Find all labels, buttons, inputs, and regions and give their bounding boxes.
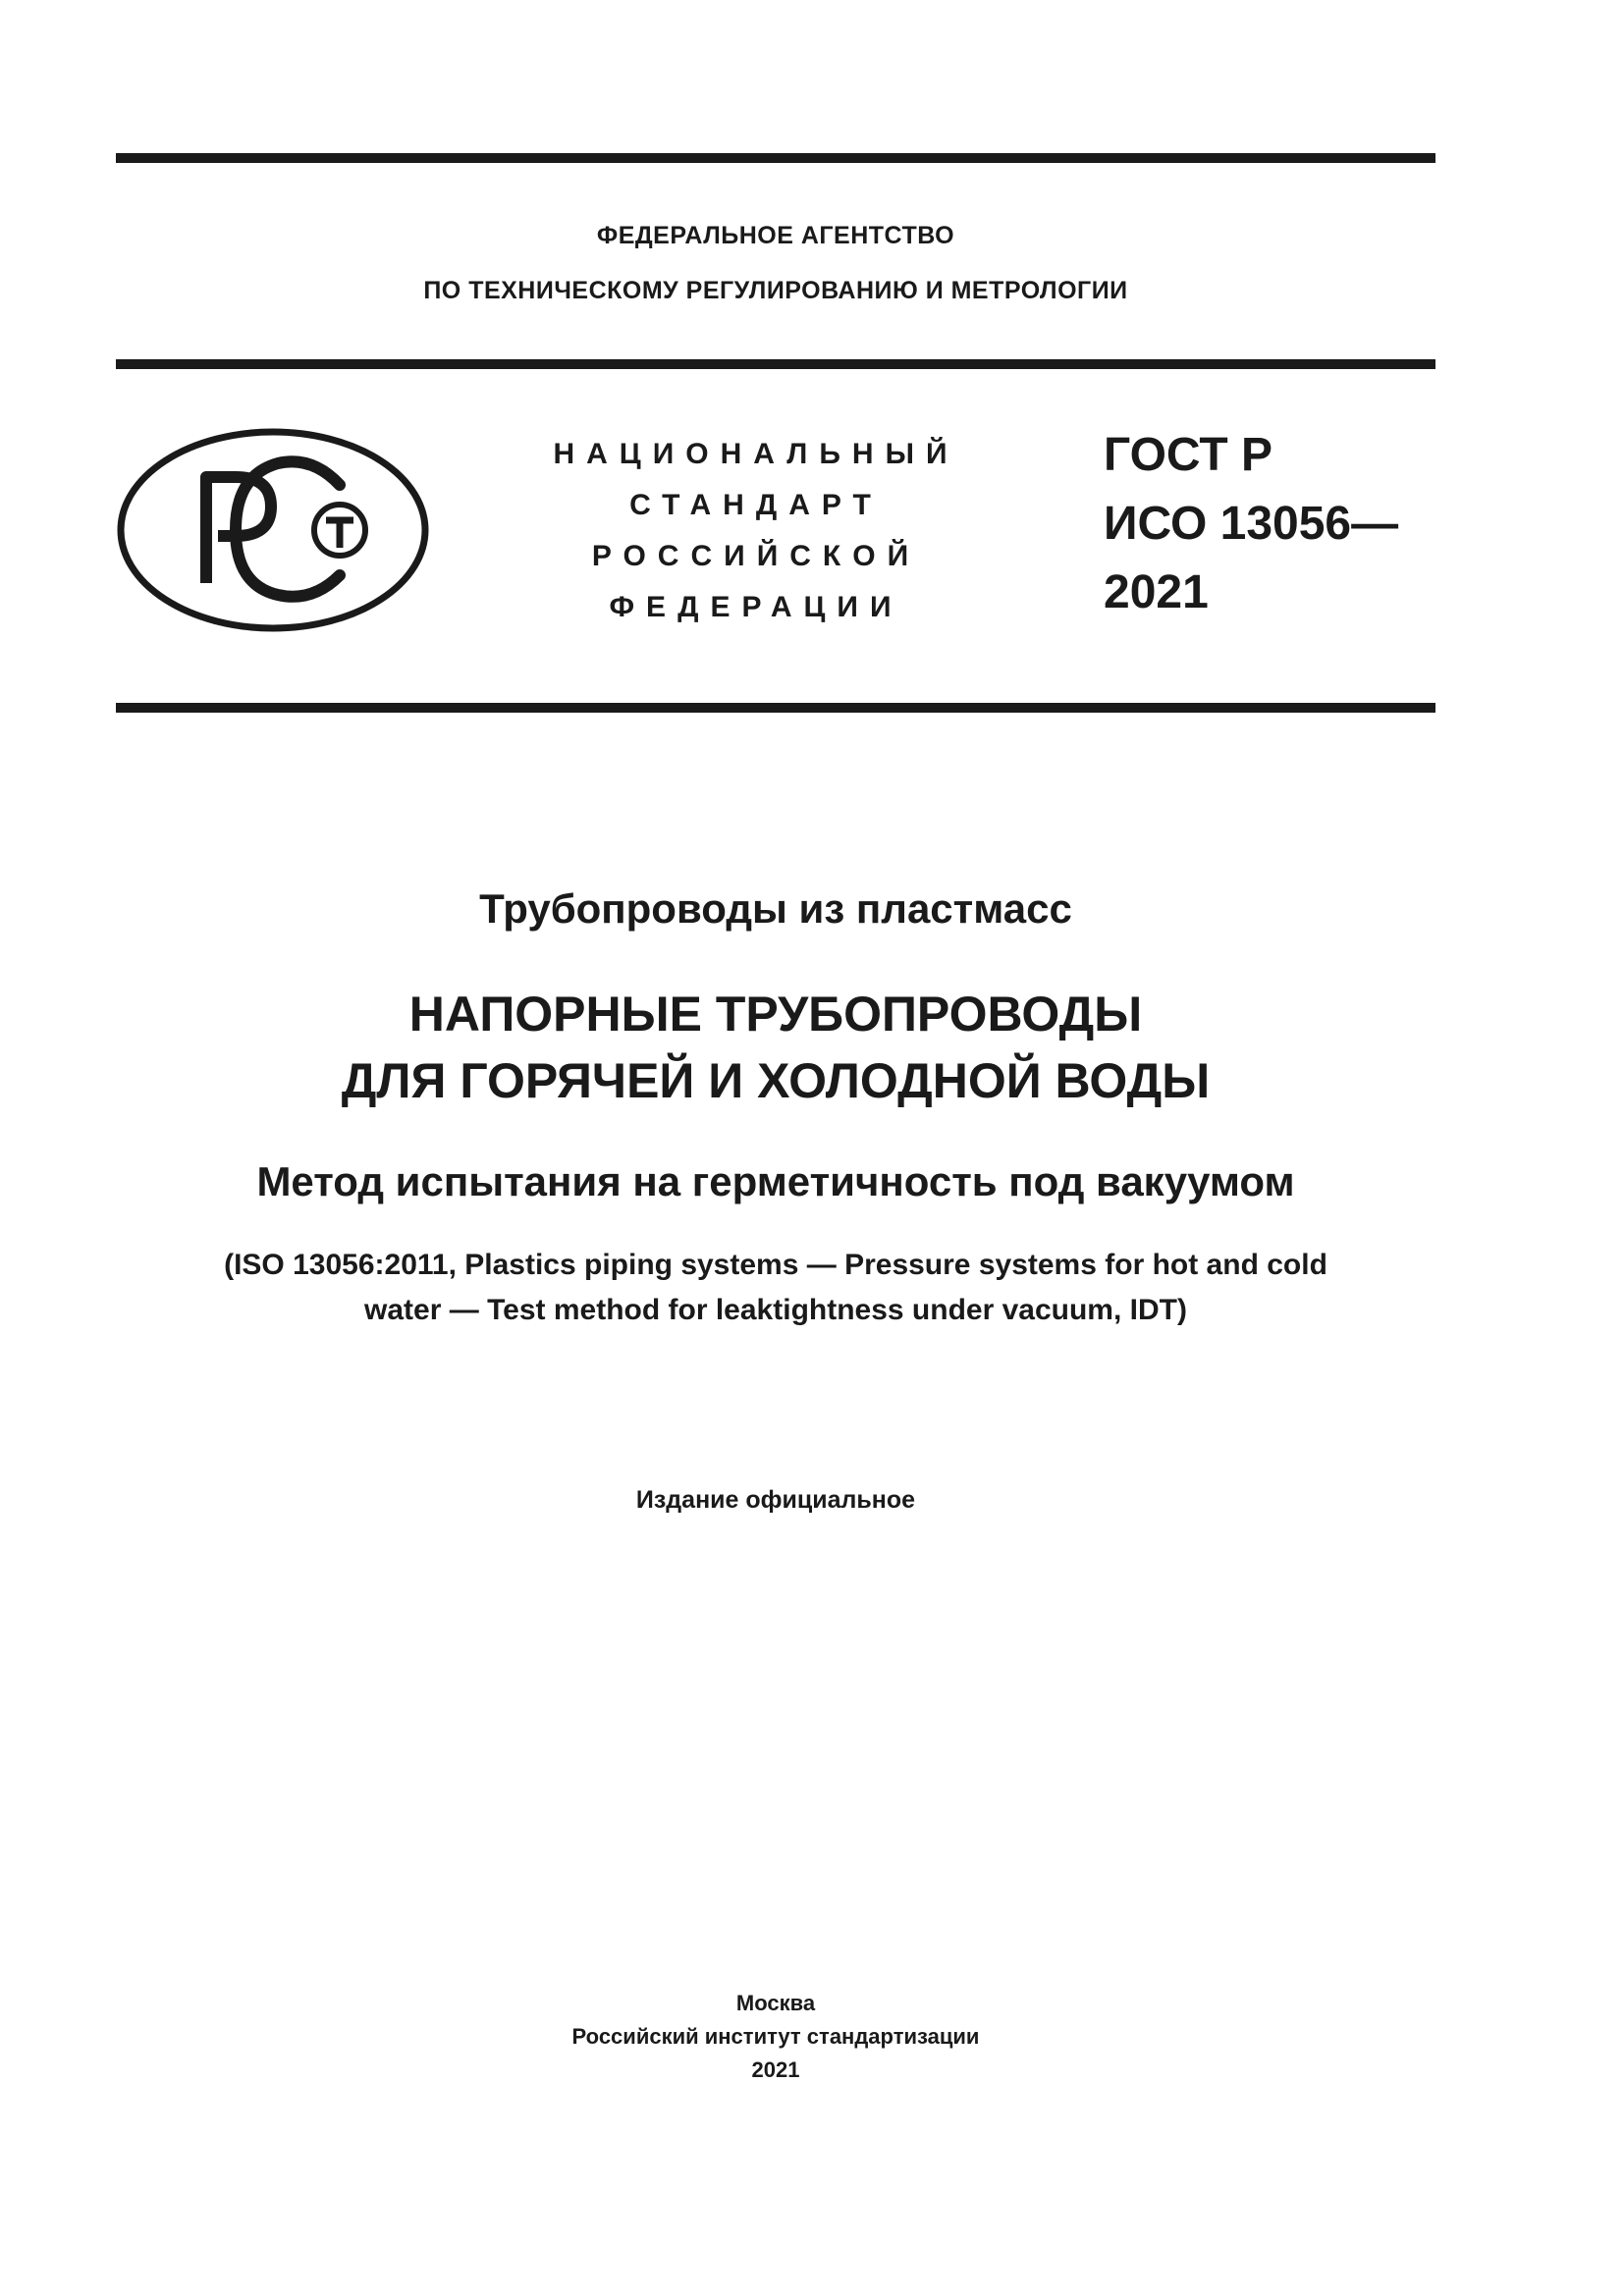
national-standard-line: НАЦИОНАЛЬНЫЙ (553, 438, 959, 470)
national-standard-line: ФЕДЕРАЦИИ (609, 591, 903, 623)
block-rule (116, 703, 1435, 713)
edition-label: Издание официальное (635, 1486, 916, 1514)
publication-year: 2021 (751, 2057, 800, 2082)
rst-logo-icon (116, 426, 430, 634)
standard-code-line: ГОСТ Р (1104, 429, 1273, 481)
top-rule (116, 153, 1435, 163)
publication-city: Москва (735, 1991, 816, 2015)
iso-reference-line1: (ISO 13056:2011, Plastics piping systems — Pressure systems for hot and cold (224, 1249, 1327, 1281)
main-title-line2: ДЛЯ ГОРЯЧЕЙ И ХОЛОДНОЙ ВОДЫ (341, 1053, 1211, 1108)
agency-name-line1: ФЕДЕРАЛЬНОЕ АГЕНТСТВО (596, 222, 955, 249)
standard-code-line: 2021 (1104, 566, 1209, 618)
iso-reference-line2: water — Test method for leaktightness under vacuum, IDT) (364, 1294, 1187, 1326)
national-standard-line: СТАНДАРТ (629, 489, 883, 521)
header-rule (116, 359, 1435, 369)
agency-name-line2: ПО ТЕХНИЧЕСКОМУ РЕГУЛИРОВАНИЮ И МЕТРОЛОГИИ (423, 277, 1128, 304)
publisher-name: Российский институт стандартизации (571, 2024, 980, 2049)
national-standard-line: РОССИЙСКОЙ (591, 540, 921, 572)
main-title-line1: НАПОРНЫЕ ТРУБОПРОВОДЫ (408, 987, 1143, 1041)
subtitle: Метод испытания на герметичность под вакуумом (256, 1158, 1295, 1204)
series-title: Трубопроводы из пластмасс (479, 885, 1072, 932)
standard-code-line: ИСО 13056— (1104, 498, 1399, 550)
